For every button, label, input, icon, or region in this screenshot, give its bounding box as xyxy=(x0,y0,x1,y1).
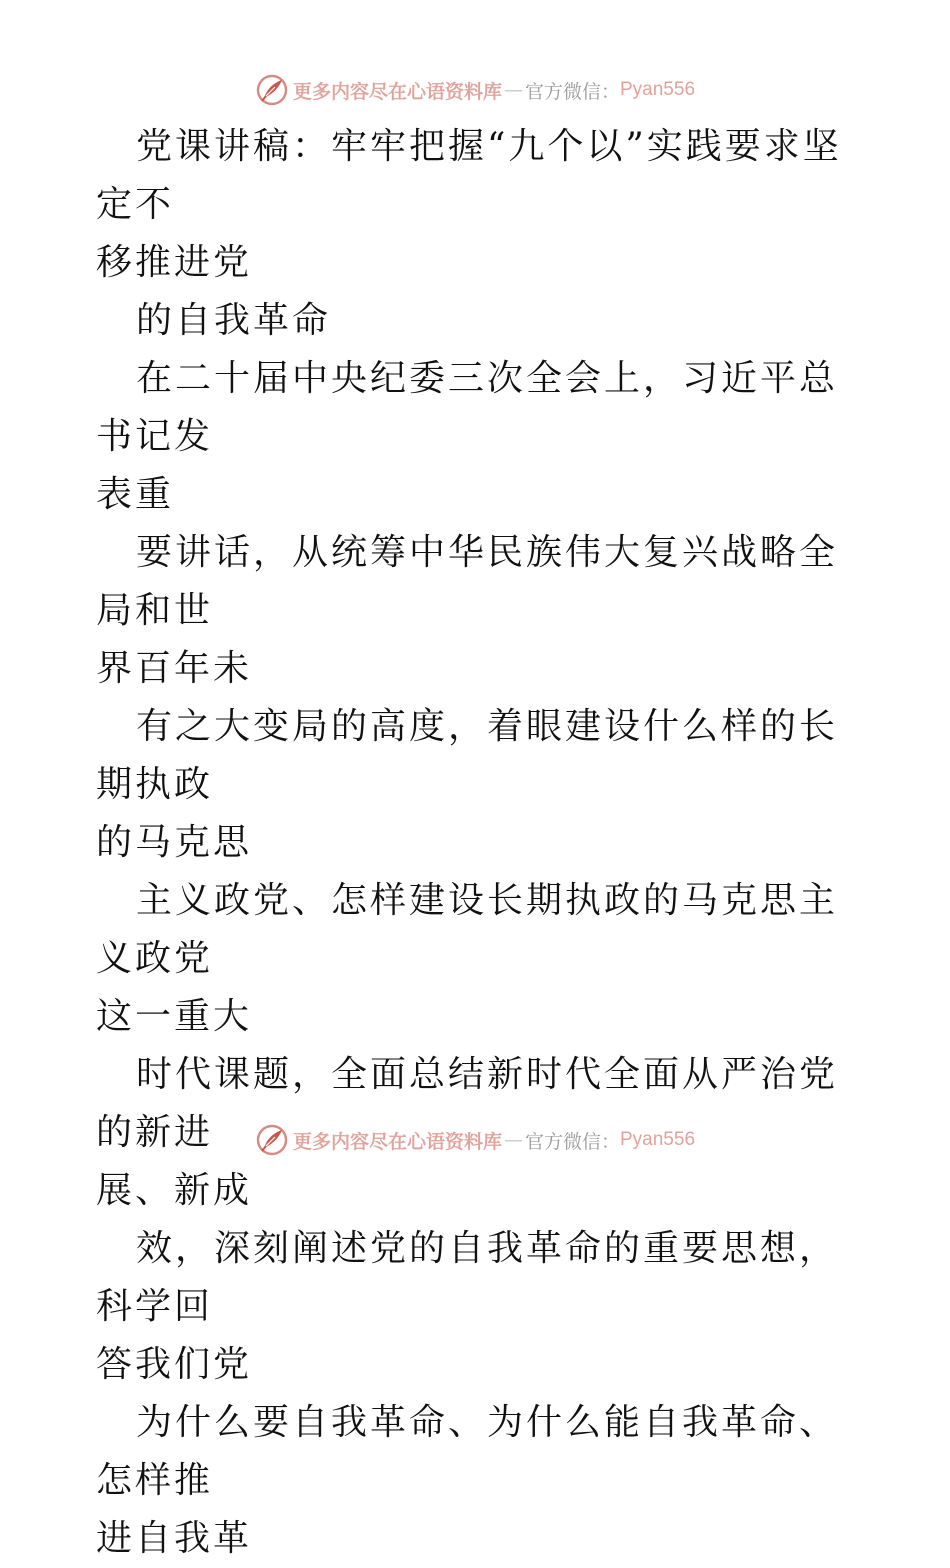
watermark-main-text: 更多内容尽在心语资料库 xyxy=(292,80,502,103)
footer-watermark xyxy=(0,1120,950,1160)
document-body xyxy=(96,118,856,1568)
feather-quill-icon xyxy=(255,1123,289,1157)
text-line: 界百年未 xyxy=(96,648,253,689)
text-line: 答我们党 xyxy=(96,1344,253,1385)
text-line: 有之大变局的高度，着眼建设什么样的长期执政 xyxy=(96,706,839,805)
text-line: 的自我革命 xyxy=(136,300,332,341)
text-line: 要讲话，从统筹中华民族伟大复兴战略全局和世 xyxy=(96,532,839,631)
text-line: 在二十届中央纪委三次全会上，习近平总书记发 xyxy=(96,358,839,457)
header-watermark xyxy=(0,70,950,110)
text-line: 展、新成 xyxy=(96,1170,253,1211)
text-line: 表重 xyxy=(96,474,175,515)
watermark-dash: — xyxy=(503,79,523,101)
text-line: 时代课题，全面总结新时代全面从严治党的新进 xyxy=(96,1054,839,1153)
watermark-sub-text: 官方微信： xyxy=(524,80,620,103)
watermark-main-text: 更多内容尽在心语资料库 xyxy=(292,1130,502,1153)
watermark-dash: — xyxy=(503,1129,523,1151)
text-line: 这一重大 xyxy=(96,996,253,1037)
watermark-wechat-id: Pyan556 xyxy=(620,1129,696,1150)
watermark-sub-text: 官方微信： xyxy=(524,1130,620,1153)
text-line: 为什么要自我革命、为什么能自我革命、怎样推 xyxy=(96,1402,839,1501)
text-line: 移推进党 xyxy=(96,242,253,283)
text-line: 效，深刻阐述党的自我革命的重要思想，科学回 xyxy=(96,1228,839,1327)
text-line: 进自我革 xyxy=(96,1518,253,1559)
feather-quill-icon xyxy=(255,73,289,107)
text-line: 的马克思 xyxy=(96,822,253,863)
watermark-wechat-id: Pyan556 xyxy=(620,79,696,100)
text-line: 党课讲稿：牢牢把握“九个以”实践要求坚定不 xyxy=(96,126,842,225)
text-line: 主义政党、怎样建设长期执政的马克思主义政党 xyxy=(96,880,839,979)
